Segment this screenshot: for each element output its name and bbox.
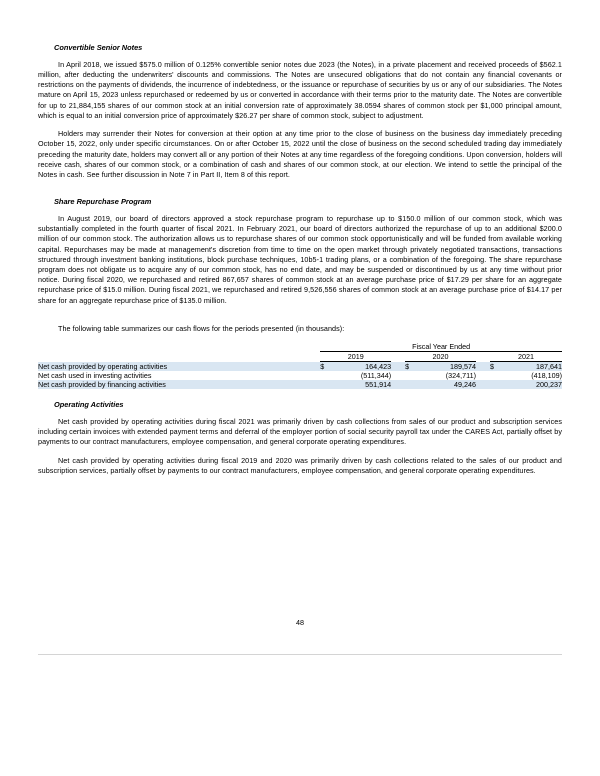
table-cell-value: 189,574: [413, 362, 476, 372]
table-row-label: Net cash provided by financing activities: [38, 380, 306, 389]
table-cell-value: (418,109): [531, 371, 562, 381]
cash-flows-table: [38, 342, 562, 389]
table-group-header-row: [38, 342, 562, 352]
table-cell-currency: [490, 380, 498, 389]
paragraph: Net cash provided by operating activities during fiscal 2021 was primarily driven by cash collections from sales of our product and subscription services including certain invoices with extended payment terms and deferral of the employer portion of social security payroll tax under the CARES Act, partially offset by payments to our contract manufacturers, employee compensation, and general corporate operating expenditures.: [38, 416, 562, 447]
table-cell-currency: [490, 371, 498, 380]
table-row: [38, 380, 562, 389]
table-cell-currency: [320, 371, 328, 380]
table-cell-currency: $: [490, 362, 498, 372]
table-row: [38, 362, 562, 372]
section-convertible-senior-notes: [38, 44, 562, 180]
table-group-header: Fiscal Year Ended: [320, 342, 562, 352]
paragraph: Net cash provided by operating activities during fiscal 2019 and 2020 was primarily driven by cash collections related to the sales of our product and subscription services, partially offset by payments to our contract manufacturers, employee compensation, and general corporate operating expenditures.: [38, 455, 562, 475]
table-intro-paragraph: The following table summarizes our cash flows for the periods presented (in thousands):: [58, 323, 345, 333]
paragraph: In April 2018, we issued $575.0 million of 0.125% convertible senior notes due 2023 (the Notes), in a private placement and received proceeds of $562.1 million, after deducting the underwriters' discounts and commissions. The Notes are unsecured obligations that do not contain any financial covenants or restrictions on the payments of dividends, the incurrence of indebtedness, or the issuance or repurchase of securities by us or any of our subsidiaries. The Notes mature on April 15, 2023 unless repurchased or redeemed by us or converted in accordance with their terms prior to the maturity date. The Notes are convertible for up to 21,884,155 shares of our common stock at an initial conversion rate of approximately 38.0594 shares of common stock per $1,000 principal amount, which is equal to an initial conversion price of approximately $26.27 per share of common stock, subject to adjustment.: [38, 59, 562, 120]
table-cell-value: (511,344): [360, 371, 392, 381]
table-column-header-row: [38, 352, 562, 362]
table-cell-currency: [405, 371, 413, 380]
table-cell-currency: $: [405, 362, 413, 372]
section-heading: Convertible Senior Notes: [54, 43, 143, 52]
section-share-repurchase-program: [38, 198, 562, 306]
table-column-header-2020: 2020: [405, 352, 476, 362]
table-cell-currency: $: [320, 362, 328, 372]
table-column-header-2021: 2021: [490, 352, 562, 362]
footer-divider: [38, 654, 562, 655]
table-row-label: Net cash provided by operating activities: [38, 362, 306, 372]
table-column-header-2019: 2019: [320, 352, 391, 362]
table-cell-value: 551,914: [328, 380, 391, 389]
paragraph: In August 2019, our board of directors approved a stock repurchase program to repurchase up to $150.0 million of our common stock, which was substantially completed in the fourth quarter of fiscal 2021. In February 2021, our board of directors authorized the repurchase of up to an additional $200.0 million of our common stock. The authorization allows us to repurchase shares of our common stock opportunistically and will be funded from available working capital. Repurchases may be made at management's discretion from time to time on the open market through privately negotiated transactions, transactions structured through investment banking institutions, block purchase techniques, 10b5-1 trading plans, or a combination of the foregoing. The share repurchase program does not obligate us to acquire any of our common stock, has no end date, and may be suspended or discontinued by us at any time without prior notice. During fiscal 2020, we repurchased and retired 867,657 shares of common stock at an average purchase price of $17.29 per share for an aggregate repurchase price of $15.0 million. During fiscal 2021, we repurchased and retired 9,526,556 shares of common stock at an average purchase price of $14.17 per share for an aggregate repurchase price of $135.0 million.: [38, 213, 562, 305]
table-cell-value: (324,711): [445, 371, 476, 381]
table-cell-value: 200,237: [498, 380, 562, 389]
section-heading: Operating Activities: [54, 400, 124, 410]
table-cell-value: 49,246: [413, 380, 476, 389]
section-operating-activities: [38, 401, 562, 476]
section-heading: Share Repurchase Program: [54, 197, 152, 207]
table-row-label: Net cash used in investing activities: [38, 371, 152, 381]
table-cell-value: 187,641: [498, 362, 562, 372]
page-number: 48: [296, 618, 304, 627]
paragraph: Holders may surrender their Notes for conversion at their option at any time prior to the close of business on the business day immediately preceding October 15, 2022, only under specific circumstances. On or after October 15, 2022 until the close of business on the second scheduled trading day immediately preceding the maturity date, holders may convert all or any portion of their Notes at any time regardless of the foregoing conditions. Upon conversion, holders will receive cash, shares of our common stock, or a combination of cash and shares of our common stock, at our election. We intend to settle the principal of the Notes in cash. See further discussion in Note 7 in Part II, Item 8 of this report.: [38, 129, 562, 179]
table-cell-currency: [320, 380, 328, 389]
table-row: [38, 371, 562, 380]
table-cell-currency: [405, 380, 413, 389]
table-cell-value: 164,423: [328, 362, 391, 372]
